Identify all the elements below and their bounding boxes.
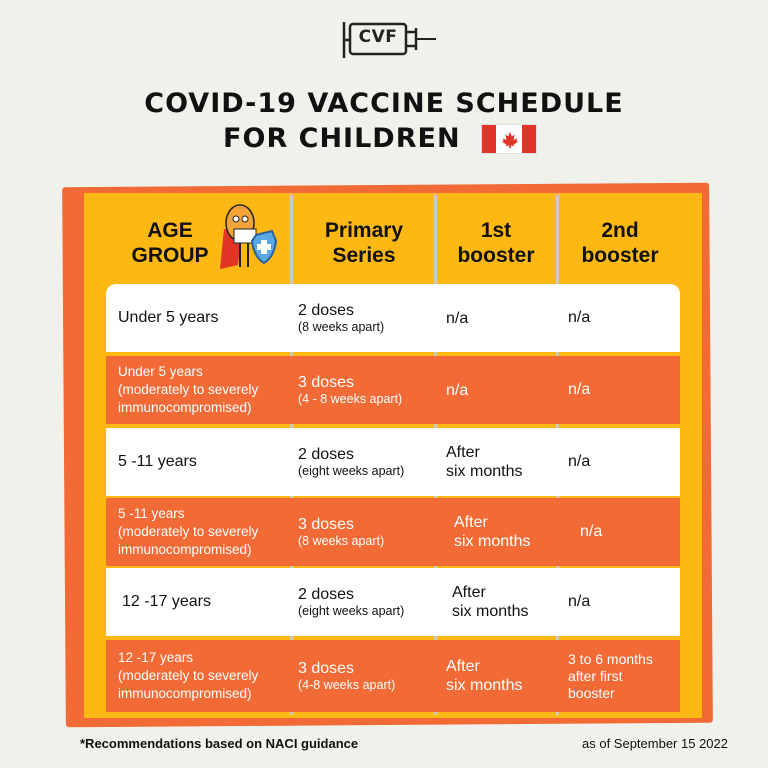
cell-first-booster: After six months (446, 444, 523, 480)
cell-first-booster: n/a (446, 309, 469, 327)
header-b2-line1: 2nd (601, 219, 639, 242)
canada-flag-icon (481, 124, 537, 154)
vaccine-mascot-icon (218, 195, 280, 275)
cell-primary: 2 doses (8 weeks apart) (298, 301, 385, 334)
cell-first-booster: After six months (452, 584, 529, 620)
date-note: as of September 15 2022 (582, 736, 728, 751)
cell-second-booster: n/a (568, 593, 591, 610)
table-row (106, 428, 680, 496)
cell-primary: 3 doses (4 - 8 weeks apart) (298, 373, 403, 406)
header-b1-line2: booster (457, 244, 535, 267)
table-row (106, 568, 680, 636)
header-primary-line2: Series (332, 244, 396, 267)
page-title-line2 (60, 122, 700, 154)
header-b2-line2: booster (581, 244, 659, 267)
cell-second-booster: n/a (568, 381, 591, 398)
header-b1-line1: 1st (480, 219, 512, 242)
header-primary-line1: Primary (324, 219, 404, 242)
header-first-booster (438, 208, 554, 278)
cell-first-booster: n/a (446, 381, 469, 399)
cell-age: 5 -11 years (118, 453, 197, 470)
cell-age: 12 -17 years (moderately to severely immunocompromised) (118, 650, 259, 701)
page-title-line1: COVID-19 VACCINE SCHEDULE (144, 88, 624, 119)
cell-primary: 2 doses (eight weeks apart) (298, 445, 405, 478)
cell-second-booster: n/a (580, 523, 603, 540)
cell-second-booster: n/a (568, 309, 591, 326)
cell-first-booster: After six months (446, 658, 523, 694)
header-age-line2: GROUP (131, 244, 209, 267)
header-second-booster (560, 208, 680, 278)
table-row (106, 498, 680, 566)
page-title-line2-text: FOR CHILDREN (223, 123, 461, 154)
table-row (106, 640, 680, 712)
cell-primary: 2 doses (eight weeks apart) (298, 585, 405, 618)
cell-primary: 3 doses (8 weeks apart) (298, 515, 385, 548)
table-row (106, 284, 680, 352)
cell-primary: 3 doses (4-8 weeks apart) (298, 659, 396, 692)
cvf-logo (340, 18, 440, 64)
cell-second-booster: 3 to 6 months after first booster (568, 650, 653, 701)
header-primary-series (296, 208, 432, 278)
header-age-group (110, 208, 230, 278)
header-age-line1: AGE (147, 219, 193, 242)
cell-age: Under 5 years (118, 309, 219, 326)
logo-text: CVF (358, 27, 398, 47)
cell-age: 5 -11 years (moderately to severely immunocompromised) (118, 506, 259, 557)
cell-first-booster: After six months (454, 514, 531, 550)
footnote: *Recommendations based on NACI guidance (80, 736, 359, 751)
cell-second-booster: n/a (568, 453, 591, 470)
cell-age: Under 5 years (moderately to severely immunocompromised) (118, 364, 259, 415)
cell-age: 12 -17 years (122, 593, 211, 610)
table-row (106, 356, 680, 424)
